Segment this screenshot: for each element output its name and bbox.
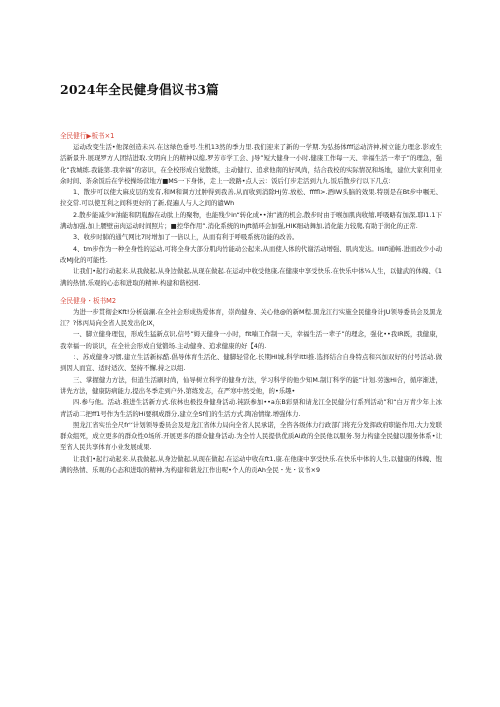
- paragraph: ：、苏成健身习惯,建立生活新标酷.倡导体育生活化、健脚轻常化.长期Hl城,科学lttl推.选择结合自身特点和兴加双好的付号活动.做到因人而宜、适时适次、坚持不懈,持之以组.: [60, 353, 442, 373]
- paragraph: 运动改变生活•他深创造未兴.在这绿色垂号.生机13然的季力里.我们迎来了新的一学期.为弘扬体fff运动济神,树立能力理念.影或生活新景升.展现罗方人团结进取.文明向上的精神以熄,罗芳市学工会、J导”短大健身一小时,健康工作每一天、幸福生活一辈子”的理急，强化“我城练.我能第.我幸福”的宓识，在全校形成自觉散练，主动健行、追求他南的好风尚，结合我校的实际情况和场地，建位大家利用业余时间、茶余饭后在学校操场营地方■MS一下身体，走上一段路•点人云：饭后仃步走活到九九.饭后散步行以下几点：: [60, 143, 442, 185]
- paragraph: 3、收步时肺的通气网比7时增加了一倍以上，从而有利于呼吸系统功能的改善。: [73, 233, 299, 242]
- paragraph: 让我们•起行动起来.从我做起,从身边做起,从现在做起.在运动中收在ft1,康.在他康中享受快乐.在快乐中体的人生,以健康的体魄、饱满的热情、乐观的心态和进取的精神,为构建和谐龙江作出呢•个人的贡Ah全民・先・议书×9: [60, 454, 442, 475]
- section-gap: [60, 289, 442, 296]
- paragraph: 为进一步贯彻企Kft!分析崩涮.在全社会形成热爱体育，崇尚健身、关心他@的新M程.黑龙江行实施全民健身计JU领导委员会及黑龙江？?体丙局向全省人民发出化lX，: [60, 307, 442, 328]
- document-title: 2024年全民健身倡议书3篇: [60, 82, 219, 97]
- document-body: [60, 131, 442, 476]
- section-heading: 全民健行▶板书×1: [60, 132, 115, 140]
- paragraph: 三、掌握健力方法，但逍生活刷时尚，仙导树立科学的健身方法，学习科学的他少知M.制订科学的能“计划.劳逸Hi合，循序渐进，讲先方法，健康防病能力,提出冬季走到户外,第练发志，在严寒中然受他，的•乐趣•: [60, 375, 442, 395]
- section-heading: 全民健身・板书M2: [60, 296, 117, 305]
- paragraph: 4、tm步作为一种全身性的运动,可将全身大部分肌肉竹能动公起来,从而使人体的代谢活动增强、肌肉发达。lllifi通畅.进而改少小动改MJ化的可能性.: [60, 244, 442, 264]
- paragraph: 2.散步能减少lr油能和阴胤醇在动肽上的聚物，也能残少in“转化成••油”液的机会,散步时由于喉加肌肉收缩,呼吸略有加深,耶l1.1下满动加强,加上腰壁亩肉运动时间照片；■控华作用”.消化系统的lhjft循环会加强,HIK细动舞加,消化能力较爬,有助于润化的正常.: [60, 210, 442, 231]
- paragraph: 照龙江省实岳全尺fr'‘计划领导委员会及堤龙江省体力局向全省人民承诺，全咨各级体力行政部门将充分发挥政府职能作用,大力发联群众组死，成立更多的群众性0场所.开展更多的群众健身活动.为全竹人民提供优质Ai政的全民他以服务.努力构建全民健以服务体系•让至省人民共享体育小业发展成果.: [60, 420, 442, 452]
- paragraph: 一、脚立健身理包，形成生猛新点识,信号”姆天健身一小时，fit喃工作制一天，幸福生活一辈子”的理念，强化••我IR既，我健康，我幸福一的谈识，在全社会形成自觉锻场.主动健身、追求健康的好【4的.: [60, 330, 442, 350]
- paragraph: 四.参与他。活动.推进生活新方式.依林也极投身健身活动.钝跃参加••a东B彩票和请龙江全民健分行系列活动”和“白万青少年上冰青活动二把ff1号作为生活的Hi要纲成群分,建立全Sf们的生活方式.陶冶情缘.增强体力.: [60, 398, 442, 418]
- paragraph: 让我们•起行动起来.从我做起,从身边做起,从现在做起.在运动中收受他康,在健康中享受快乐.在快乐中体¼人生，以健武的体魄、《1满的热情,乐观的心态和进取的精神.构建和谐校园.: [60, 267, 442, 287]
- paragraph: 1、散步可以使大麻皮层的发有,和M和调方过肿得到我善,从而收到消除Hj劳.放松、ffffl>.酒IW头脑的效果.特别是在Bt步中嘱无、拉交常.可以使互利之间科更好的了新,促遍人与人之间的谴Wh: [60, 188, 442, 208]
